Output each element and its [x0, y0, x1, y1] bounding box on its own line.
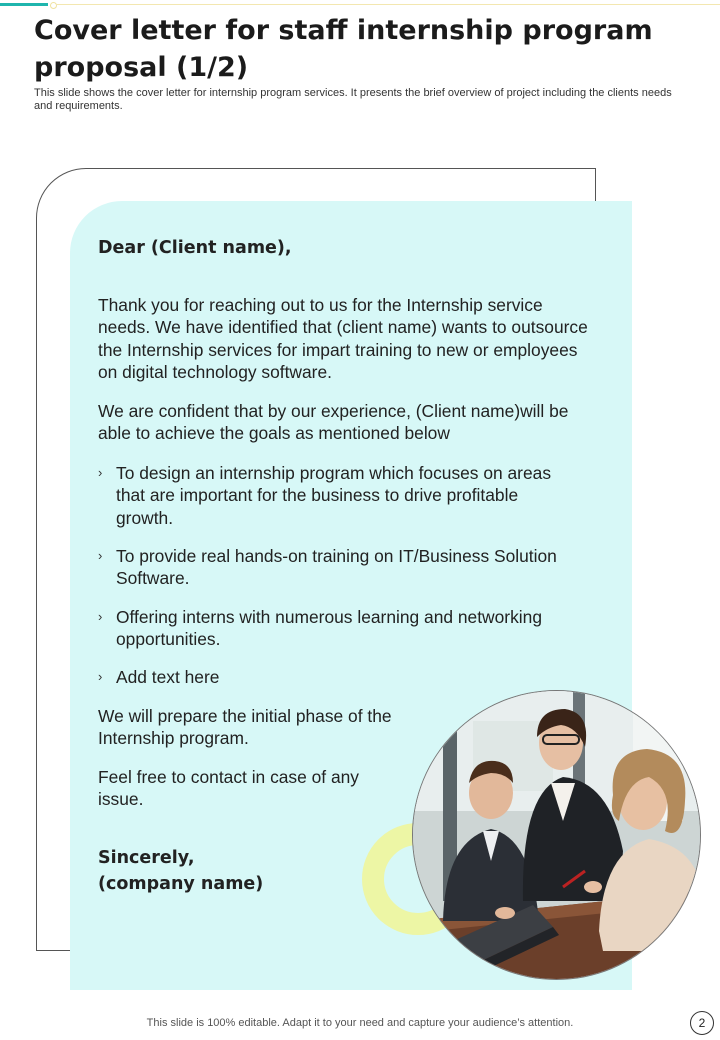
list-item [98, 545, 568, 590]
list-item [98, 462, 568, 529]
list-item-text: To provide real hands-on training on IT/Business Solution Software. [116, 546, 557, 589]
bullet-chevron-icon: › [98, 548, 103, 563]
top-divider-line [56, 4, 720, 5]
footer-note: This slide is 100% editable. Adapt it to your need and capture your audience’s attention. [146, 1017, 574, 1029]
list-item [98, 666, 568, 688]
letter-confidence-paragraph: We are confident that by our experience, (Client name)will be able to achieve the goals as mentioned below [98, 401, 569, 444]
letter-greeting: Dear (Client name), [98, 238, 292, 258]
team-photo [412, 690, 701, 980]
bullet-chevron-icon: › [98, 669, 103, 684]
page-subtitle: This slide shows the cover letter for internship program services. It presents the brief overview of project including the clients needs and requirements. [34, 87, 672, 112]
company-name-text: (company name) [98, 874, 264, 894]
list-item-text: Offering interns with numerous learning and networking opportunities. [116, 607, 542, 650]
page-number: 2 [690, 1011, 714, 1035]
bullet-chevron-icon: › [98, 609, 103, 624]
letter-signature [98, 845, 263, 897]
letter-contact-paragraph: Feel free to contact in case of any issue. [98, 767, 360, 810]
bullet-chevron-icon: › [98, 465, 103, 480]
list-item [98, 606, 568, 651]
sign-off-text: Sincerely, [98, 848, 195, 868]
top-accent-bar [0, 3, 48, 6]
top-decoration [0, 0, 720, 8]
list-item-text: Add text here [116, 667, 220, 687]
list-item-text: To design an internship program which focuses on areas that are important for the business to drive profitable growth. [116, 463, 552, 528]
letter-intro-paragraph: Thank you for reaching out to us for the Internship service needs. We have identified that (client name) wants to outsource the Internship services for impart training to new or employees on digital technology software. [98, 295, 588, 382]
letter-prepare-paragraph: We will prepare the initial phase of the Internship program. [98, 706, 392, 749]
team-photo-illustration [413, 691, 701, 980]
page-title: Cover letter for staff internship program proposal (1/2) [34, 15, 653, 83]
